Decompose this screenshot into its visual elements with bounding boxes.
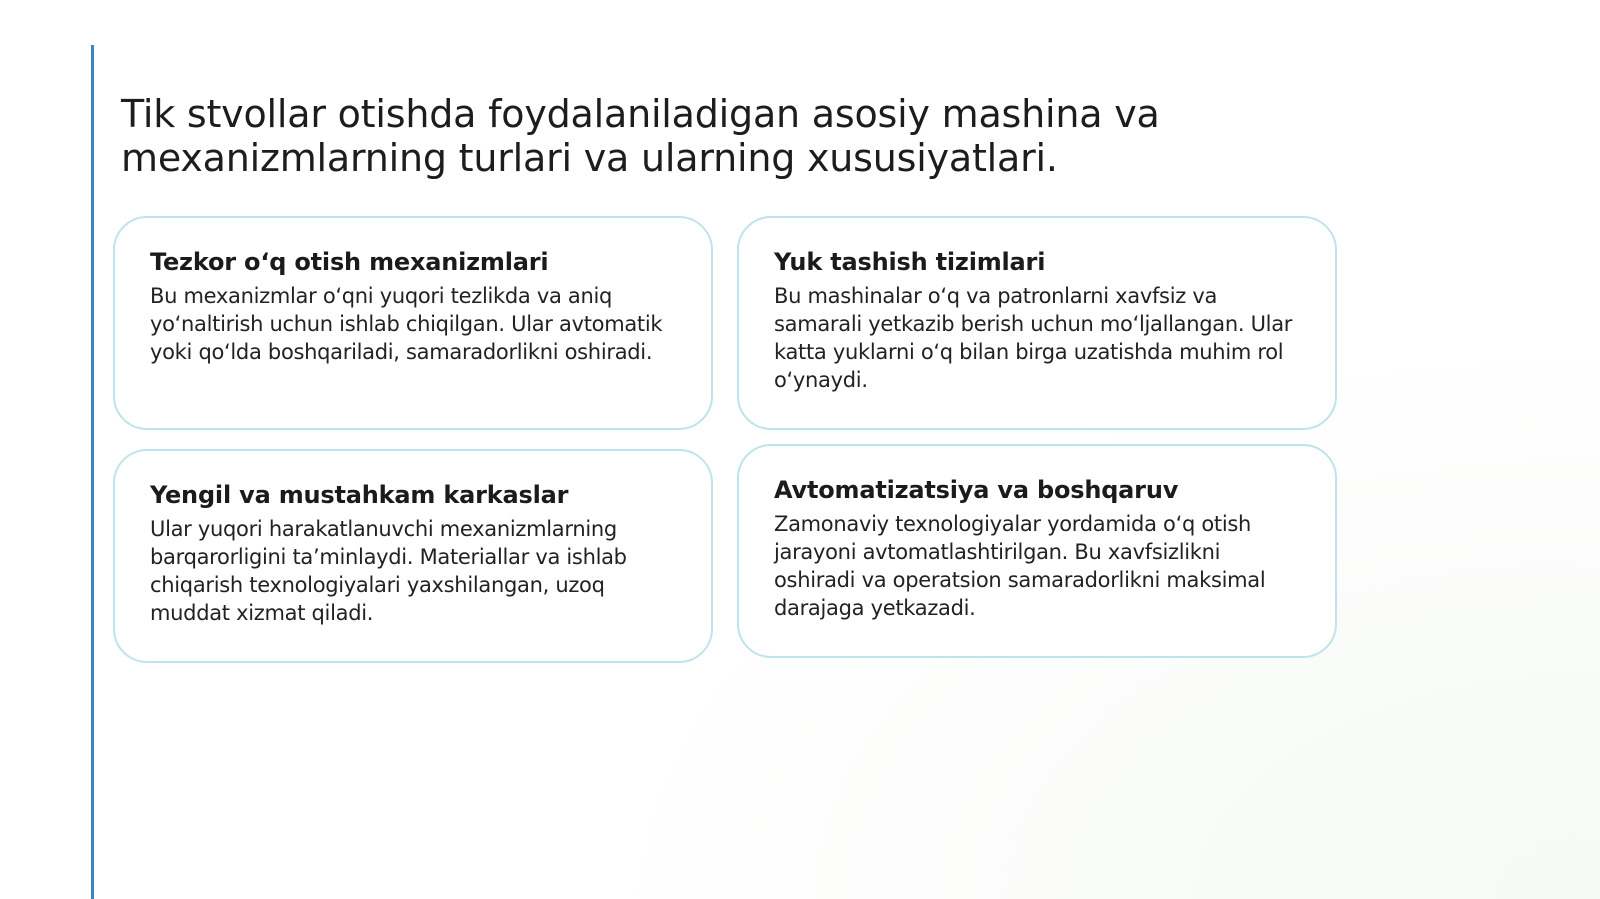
slide-title: Tik stvollar otishda foydalaniladigan asosiy mashina va mexanizmlarning turlari va ularning xususiyatlari.	[121, 92, 1160, 180]
card-cargo-systems	[737, 216, 1337, 430]
card-title: Tezkor o‘q otish mexanizmlari	[150, 248, 549, 276]
card-text: Ular yuqori harakatlanuvchi mexanizmlarning barqarorligini ta’minlaydi. Materiallar va ishlab chiqarish texnologiyalari yaxshilangan, uzoq muddat xizmat qiladi.	[150, 517, 627, 625]
accent-line	[91, 45, 94, 899]
card-fast-firing-mechanisms	[113, 216, 713, 430]
card-text: Bu mashinalar o‘q va patronlarni xavfsiz va samarali yetkazib berish uchun mo‘ljallangan. Ular katta yuklarni o‘q bilan birga uzatishda muhim rol o‘ynaydi.	[774, 284, 1293, 392]
card-title: Avtomatizatsiya va boshqaruv	[774, 476, 1179, 504]
card-text: Zamonaviy texnologiyalar yordamida o‘q otish jarayoni avtomatlashtirilgan. Bu xavfsizlikni oshiradi va operatsion samaradorlikni maksimal darajaga yetkazadi.	[774, 512, 1266, 620]
card-title: Yuk tashish tizimlari	[774, 248, 1046, 276]
card-light-frames	[113, 449, 713, 663]
card-text: Bu mexanizmlar o‘qni yuqori tezlikda va aniq yo‘naltirish uchun ishlab chiqilgan. Ular avtomatik yoki qo‘lda boshqariladi, samaradorlikni oshiradi.	[150, 284, 663, 364]
card-title: Yengil va mustahkam karkaslar	[150, 481, 569, 509]
card-automation-control	[737, 444, 1337, 658]
